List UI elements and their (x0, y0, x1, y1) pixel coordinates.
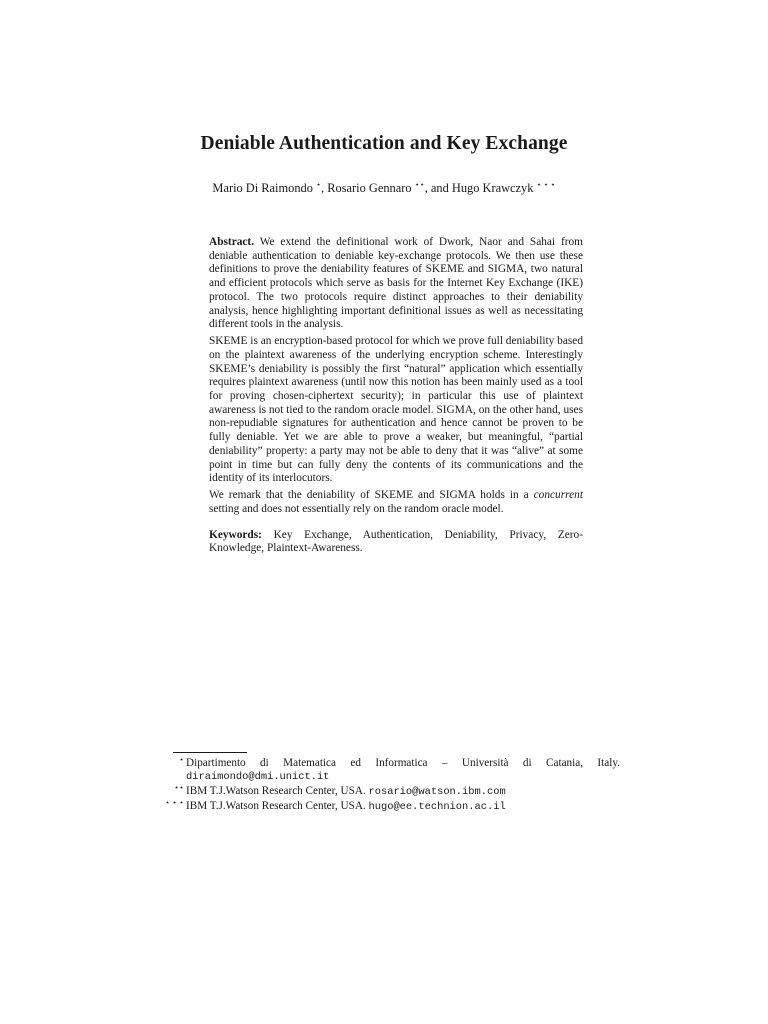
abstract-text: We extend the definitional work of Dwork, Naor and Sahai from deniable authentication to deniable key-exchange protocols. We then use these definitions to prove the deniability features of SKEME and SIGMA, two natural and efficient protocols which serve as basis for the Internet Key Exchange (IKE) protocol. The two protocols require distinct approaches to their deniability analysis, hence highlighting important definitional issues as well as necessitating different tools in the analysis. (209, 236, 583, 331)
footnote-email: rosario@watson.ibm.com (368, 786, 506, 798)
keywords-heading: Keywords: (209, 528, 262, 541)
author-footnote-mark: ⋆ (316, 180, 322, 189)
author-line (0, 181, 768, 196)
footnote-item (160, 756, 620, 784)
author-name: Hugo Krawczyk (451, 181, 534, 195)
abstract-paragraph (209, 489, 583, 516)
paper-title: Deniable Authentication and Key Exchange (200, 133, 568, 154)
abstract-paragraph (209, 236, 583, 332)
keywords-text: Key Exchange, Authentication, Deniability, Privacy, Zero-Knowledge, Plaintext-Awareness. (209, 528, 583, 555)
abstract-heading: Abstract. (209, 236, 255, 248)
footnote-mark: ⋆⋆ (173, 783, 184, 792)
footnote-text: IBM T.J.Watson Research Center, USA. (186, 785, 366, 797)
keywords-paragraph (209, 529, 583, 556)
author-separator: , and (424, 181, 452, 195)
footnote-item (160, 784, 620, 799)
footnote-mark: ⋆ (178, 755, 184, 764)
footnotes-block (160, 756, 620, 814)
abstract-block (209, 236, 583, 559)
footnote-email: diraimondo@dmi.unict.it (186, 771, 330, 783)
abstract-text: We remark that the deniability of SKEME and SIGMA holds in a (209, 489, 534, 502)
author-name: Mario Di Raimondo (212, 181, 313, 195)
author-footnote-mark: ⋆ ⋆ ⋆ (536, 180, 556, 189)
author-footnote-mark: ⋆⋆ (414, 180, 425, 189)
footnote-text: Dipartimento di Matematica ed Informatica – Università di Catania, Italy. (186, 757, 620, 769)
footnote-mark: ⋆ ⋆ ⋆ (164, 798, 184, 807)
abstract-text: setting and does not essentially rely on the random oracle model. (209, 502, 504, 515)
abstract-emphasis: concurrent (533, 489, 583, 502)
footnote-item (160, 799, 620, 814)
footnote-text: IBM T.J.Watson Research Center, USA. (186, 800, 366, 812)
author-separator: , (321, 181, 328, 195)
abstract-paragraph: SKEME is an encryption-based protocol for which we prove full deniability based on the plaintext awareness of the underlying encryption scheme. Interestingly SKEME’s deniability is possibly the first “natural” application which essentially requires plaintext awareness (until now this notion has been mainly used as a tool for proving chosen-ciphertext security); in particular this use of plaintext awareness is not tied to the random oracle model. SIGMA, on the other hand, uses non-repudiable signatures for authentication and hence cannot be proven to be fully deniable. Yet we are able to prove a weaker, but meaningful, “partial deniability” property: a party may not be able to deny that it was “alive” at some point in time but can fully deny the contents of its communications and the identity of its interlocutors. (209, 335, 583, 485)
footnote-divider (173, 752, 247, 753)
footnote-email: hugo@ee.technion.ac.il (368, 801, 506, 813)
author-name: Rosario Gennaro (327, 181, 412, 195)
